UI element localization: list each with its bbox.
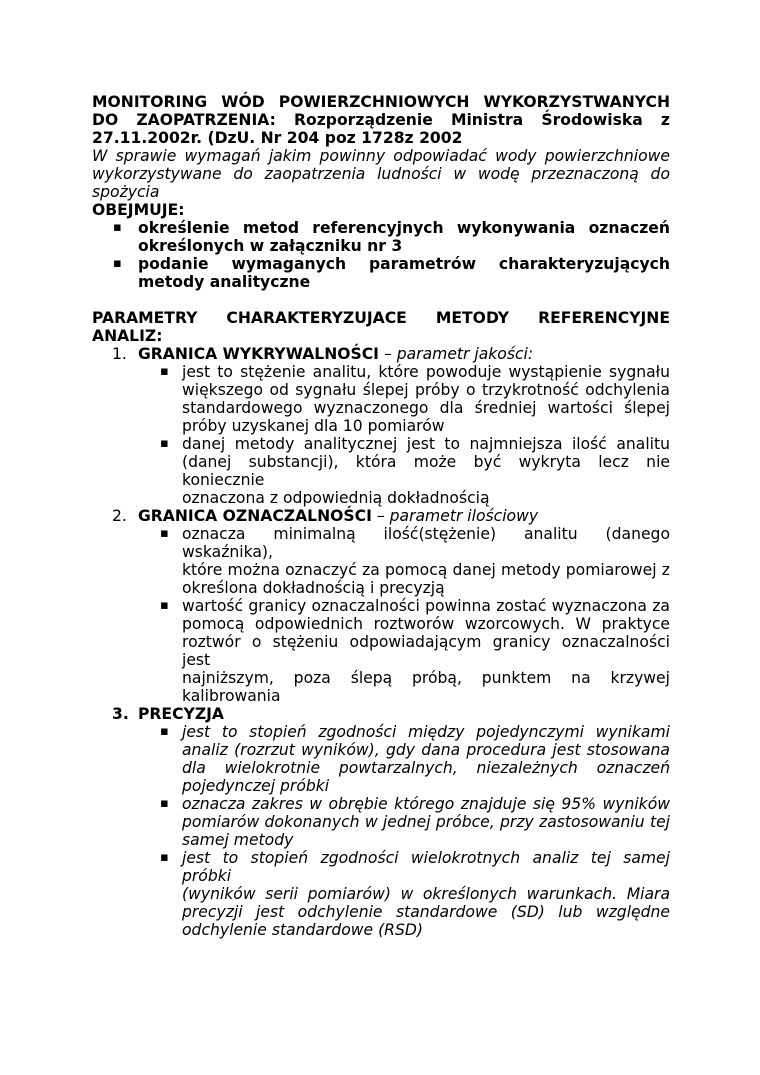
- text-line: roztwór o stężeniu odpowiadającym granicy oznaczalności jest: [182, 633, 670, 669]
- text-line: ▪ oznacza minimalną ilość(stężenie) analitu (danego wskaźnika),: [182, 525, 670, 561]
- text-line: (danej substancji), która może być wykryta lecz nie koniecznie: [182, 453, 670, 489]
- subtitle-line: wykorzystywane do zaopatrzenia ludności w wodę przeznaczoną do: [92, 165, 670, 183]
- param-description: parametr ilościowy: [389, 507, 539, 525]
- text-line: ▪ jest to stopień zgodności między pojedynczymi wynikami: [182, 723, 670, 741]
- subtitle-line: W sprawie wymagań jakim powinny odpowiadać wody powierzchniowe: [92, 147, 670, 165]
- text-line: precyzji jest odchylenie standardowe (SD) lub względne: [182, 903, 670, 921]
- text-line: pojedynczej próbki: [182, 777, 330, 795]
- params-list: [92, 345, 670, 939]
- text-line: odchylenie standardowe (RSD): [182, 921, 424, 939]
- text-line: które można oznaczyć za pomocą danej metody pomiarowej z: [182, 561, 670, 579]
- param-bullets: [138, 525, 670, 705]
- list-item: ▪ określenie metod referencyjnych wykonywania oznaczeń określonych w załączniku nr 3: [138, 219, 670, 255]
- text-line: (wyników serii pomiarów) w określonych warunkach. Miara: [182, 885, 670, 903]
- param-bullets: [138, 363, 670, 507]
- param-number: 3.: [112, 705, 129, 723]
- title-line: 27.11.2002r. (DzU. Nr 204 poz 1728z 2002: [92, 129, 463, 147]
- scope-label: OBEJMUJE:: [92, 201, 185, 219]
- list-item: ▪ podanie wymaganych parametrów charakteryzujących metody analityczne: [138, 255, 670, 291]
- param-heading: [112, 507, 670, 525]
- list-item: [182, 723, 670, 795]
- text-line: pomocą odpowiednich roztworów wzorcowych. W praktyce: [182, 615, 670, 633]
- text-line: większego od sygnału ślepej próby o trzykrotność odchylenia: [182, 381, 670, 399]
- text-line: dla wielokrotnie powtarzalnych, niezależnych oznaczeń: [182, 759, 670, 777]
- text-line: ▪ wartość granicy oznaczalności powinna zostać wyznaczona za: [182, 597, 670, 615]
- param-item: [112, 345, 670, 507]
- param-dash: –: [378, 345, 397, 363]
- title-line: DO ZAOPATRZENIA: Rozporządzenie Ministra Środowiska z: [92, 111, 670, 129]
- list-item: [182, 849, 670, 939]
- param-heading: [112, 705, 670, 723]
- param-number: 2.: [112, 507, 127, 525]
- text-line: najniższym, poza ślepą próbą, punktem na krzywej: [182, 669, 670, 687]
- list-item: [182, 795, 670, 849]
- text-line: ▪ danej metody analitycznej jest to najmniejsza ilość analitu: [182, 435, 670, 453]
- document-subtitle: [92, 147, 670, 201]
- text-line: analiz (rozrzut wyników), gdy dana procedura jest stosowana: [182, 741, 670, 759]
- text-line: określona dokładnością i precyzją: [182, 579, 445, 597]
- list-item: [182, 597, 670, 705]
- param-dash: –: [371, 507, 390, 525]
- subtitle-line: spożycia: [92, 183, 160, 201]
- scope-list: [92, 219, 670, 291]
- param-name: PRECYZJA: [138, 705, 225, 723]
- text-line: standardowego wyznaczonego dla średniej wartości ślepej: [182, 399, 670, 417]
- list-item: [182, 435, 670, 507]
- text-line: samej metody: [182, 831, 294, 849]
- list-item: [182, 525, 670, 597]
- text-line: ▪ jest to stopień zgodności wielokrotnych analiz tej samej próbki: [182, 849, 670, 885]
- param-number: 1.: [112, 345, 127, 363]
- title-line: MONITORING WÓD POWIERZCHNIOWYCH WYKORZYSTWANYCH: [92, 93, 670, 111]
- param-description: parametr jakości:: [396, 345, 534, 363]
- param-name: GRANICA WYKRYWALNOŚCI: [138, 345, 379, 363]
- text-line: próby uzyskanej dla 10 pomiarów: [182, 417, 445, 435]
- param-item: [112, 705, 670, 939]
- text-line: ▪ jest to stężenie analitu, które powoduje wystąpienie sygnału: [182, 363, 670, 381]
- document-title: [92, 93, 670, 147]
- text-line: pomiarów dokonanych w jednej próbce, przy zastosowaniu tej: [182, 813, 670, 831]
- param-heading: [112, 345, 670, 363]
- document-page: [92, 93, 670, 939]
- list-item: [182, 363, 670, 435]
- text-line: oznaczona z odpowiednią dokładnością: [182, 489, 490, 507]
- text-line: ▪ oznacza zakres w obrębie którego znajduje się 95% wyników: [182, 795, 670, 813]
- text-line: kalibrowania: [182, 687, 281, 705]
- param-bullets: [138, 723, 670, 939]
- params-heading: PARAMETRY CHARAKTERYZUJACE METODY REFERENCYJNE ANALIZ:: [92, 309, 670, 345]
- param-name: GRANICA OZNACZALNOŚCI: [138, 507, 372, 525]
- param-item: [112, 507, 670, 705]
